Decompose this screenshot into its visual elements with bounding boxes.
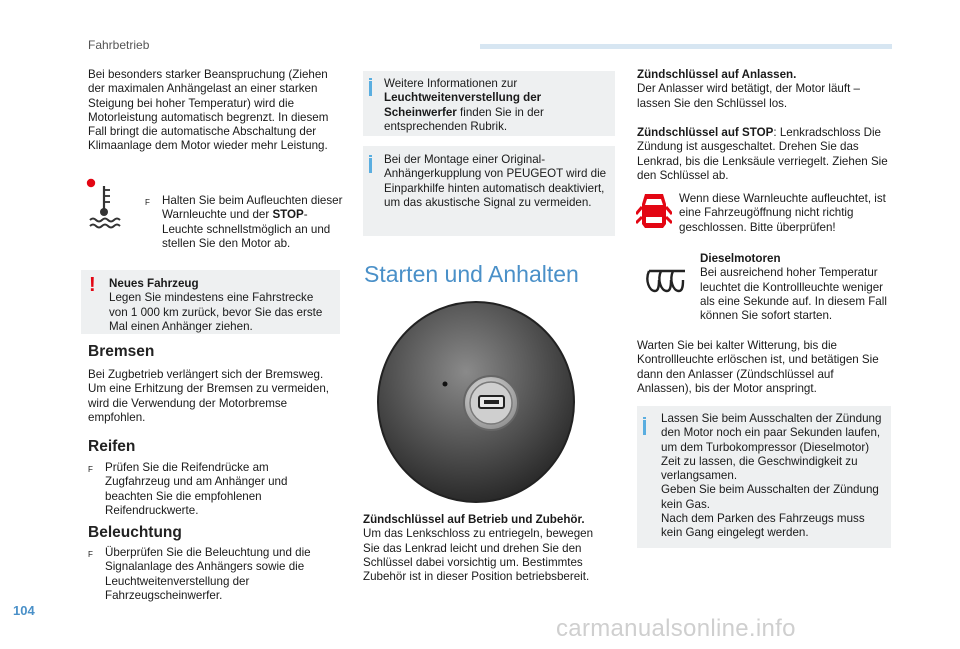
- stop-position-desc: : Lenkradschloss Die Zündung ist ausgeschaltet. Drehen Sie das Lenkrad, bis die Lenksäule verriegelt. Ziehen Sie den Schlüssel ab.: [637, 126, 888, 182]
- ignition-caption: [363, 513, 611, 584]
- start-position-desc: Der Anlasser wird betätigt, der Motor läuft – lassen Sie den Schlüssel los.: [637, 82, 860, 110]
- tyres-heading: Reifen: [88, 438, 136, 455]
- door-open-warning-icon: [636, 190, 672, 232]
- coolant-temperature-icon: [84, 176, 124, 232]
- ignition-caption-text: Um das Lenkschloss zu entriegeln, bewegen Sie das Lenkrad leicht und drehen Sie den Schlüssel dabei vorsichtig um. Bestimmtes Zubehör ist in dieser Position betriebsbereit.: [363, 527, 594, 584]
- tyres-text: Prüfen Sie die Reifendrücke am Zugfahrzeug und am Anhänger und beachten Sie die empfohlenen Reifendruckwerte.: [105, 461, 288, 517]
- bullet-marker: F: [88, 550, 93, 559]
- tyres-instruction: [88, 461, 308, 518]
- info-text-end: finden Sie in der entsprechenden Rubrik.: [384, 105, 544, 133]
- ignition-caption-title: Zündschlüssel auf Betrieb und Zubehör.: [363, 513, 585, 526]
- section-title: Starten und Anhalten: [364, 261, 579, 287]
- diesel-text: [700, 252, 892, 323]
- temp-warning-instruction: [145, 194, 345, 251]
- parking-aid-info-box: [363, 146, 615, 236]
- ignition-lock-image: [376, 298, 576, 503]
- lighting-heading: Beleuchtung: [88, 524, 182, 541]
- stop-position-text: [637, 126, 892, 183]
- stop-position-title: Zündschlüssel auf STOP: [637, 126, 774, 139]
- info-line: Geben Sie beim Ausschalten der Zündung kein Gas.: [661, 483, 879, 511]
- exclamation-icon: !: [89, 274, 96, 296]
- lighting-instruction: [88, 546, 318, 603]
- start-position-title: Zündschlüssel auf Anlassen.: [637, 68, 797, 81]
- stop-label: STOP: [272, 208, 304, 222]
- diesel-desc: Bei ausreichend hoher Temperatur leuchtet die Kontrollleuchte weniger als eine Sekunde auf. In diesem Fall können Sie sofort starten.: [700, 266, 887, 323]
- cold-weather-text: Warten Sie bei kalter Witterung, bis die Kontrollleuchte erlöschen ist, und betätigen Sie dann den Anlasser (Zündschlüssel auf Anlassen), bis der Motor anspringt.: [637, 339, 879, 395]
- info-text: Bei der Montage einer Original-Anhängerkupplung von PEUGEOT wird die Einparkhilfe hinten automatisch deaktiviert, um das akustische Signal zu vermeiden.: [384, 153, 607, 209]
- info-icon: [369, 81, 372, 96]
- bullet-marker: F: [145, 198, 150, 207]
- preheating-glow-plug-icon: [645, 268, 689, 294]
- warning-box-text: Legen Sie mindestens eine Fahrstrecke von 1 000 km zurück, bevor Sie das erste Mal einen Anhänger ziehen.: [109, 291, 323, 333]
- bullet-marker: F: [88, 465, 93, 474]
- new-vehicle-warning-box: [81, 270, 340, 334]
- temp-warning-text: Halten Sie beim Aufleuchten dieser Warnleuchte und der: [162, 194, 343, 222]
- info-bold-text: Leuchtweitenverstellung der Scheinwerfer: [384, 91, 542, 119]
- temp-warning-text-end: -Leuchte schnellstmöglich an und stellen Sie den Motor ab.: [162, 208, 331, 250]
- info-text: Weitere Informationen zur: [384, 77, 518, 90]
- info-line: Nach dem Parken des Fahrzeugs muss kein Gang eingelegt werden.: [661, 512, 865, 540]
- brakes-paragraph: Bei Zugbetrieb verlängert sich der Bremsweg. Um eine Erhitzung der Bremsen zu vermeiden, wird die Verwendung der Motorbremse empfohlen.: [88, 368, 330, 424]
- info-icon: [643, 420, 646, 435]
- door-warning-text: Wenn diese Warnleuchte aufleuchtet, ist eine Fahrzeugöffnung nicht richtig geschlossen. Bitte überprüfen!: [679, 192, 886, 234]
- header-rule: [480, 44, 892, 49]
- warning-box-title: Neues Fahrzeug: [109, 277, 199, 290]
- brakes-heading: Bremsen: [88, 343, 155, 360]
- watermark: carmanualsonline.info: [556, 615, 796, 642]
- intro-paragraph: Bei besonders starker Beanspruchung (Ziehen der maximalen Anhängelast an einer starken Steigung bei hoher Temperatur) wird die Motorleistung automatisch begrenzt. In diesem Fall bringt die automatische Abschaltung der Klimaanlage dem Motor wieder mehr Leistung.: [88, 68, 329, 153]
- info-line: Lassen Sie beim Ausschalten der Zündung den Motor noch ein paar Sekunden laufen, um dem Turbokompressor (Dieselmotor) Zeit zu lassen, die Geschwindigkeit zu verlangsamen.: [661, 412, 882, 483]
- turbo-info-box: [637, 406, 891, 548]
- start-position-text: [637, 68, 892, 111]
- running-header: Fahrbetrieb: [88, 38, 150, 52]
- lighting-text: Überprüfen Sie die Beleuchtung und die Signalanlage des Anhängers sowie die Leuchtweitenverstellung der Fahrzeugscheinwerfer.: [105, 546, 311, 602]
- info-icon: [369, 158, 372, 173]
- page-number: 104: [13, 603, 35, 618]
- headlamp-info-box: [363, 71, 615, 136]
- diesel-title: Dieselmotoren: [700, 252, 781, 265]
